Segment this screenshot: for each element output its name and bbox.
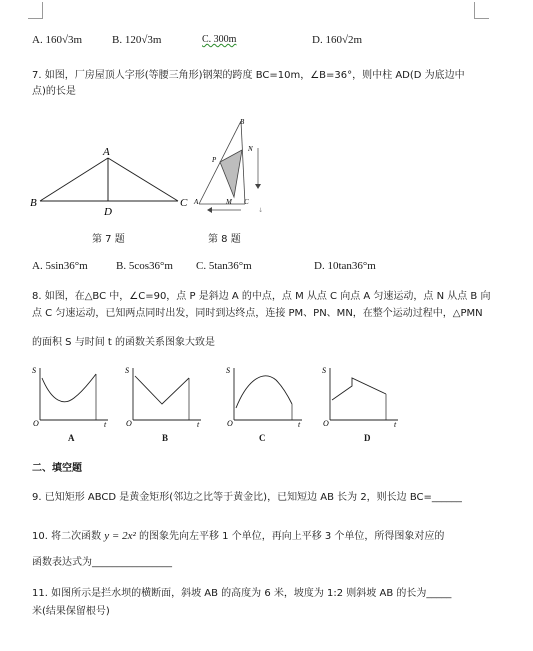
fig7-label-b: B: [30, 197, 37, 209]
q6-option-c: C. 300m: [202, 34, 237, 45]
fig8-label-n: N: [248, 145, 253, 153]
q6-option-a: A. 160√3m: [32, 34, 83, 46]
q8-graph-c-o-label: O: [227, 419, 233, 428]
section-2-title: 二、填空题: [32, 463, 82, 474]
figure-7-roof-truss: [28, 146, 198, 218]
q8-graph-a-o-label: O: [33, 419, 39, 428]
figure-8-triangle: [196, 118, 276, 218]
q8-graph-c-s-label: S: [226, 366, 230, 375]
q7-option-d: D. 10tan36°m: [314, 260, 376, 272]
q10-formula: y = 2x²: [104, 530, 136, 542]
q8-graph-b-s-label: S: [125, 366, 129, 375]
page-corner-mark-right: [474, 2, 489, 19]
q7-option-b: B. 5cos36°m: [116, 260, 173, 272]
fig8-label-p: P: [212, 156, 217, 164]
q10-question-line1: [32, 530, 444, 543]
q8-graph-d-label: D: [364, 433, 371, 443]
fig8-label-m: M: [226, 198, 232, 206]
fig7-label-a: A: [103, 146, 110, 158]
q8-graph-c-label: C: [259, 433, 266, 443]
q8-graph-c-t-label: t: [298, 420, 301, 429]
q8-graph-b-label: B: [162, 433, 169, 443]
q8-graph-b: [125, 364, 205, 428]
q8-graph-b-o-label: O: [126, 419, 132, 428]
q8-graph-d-s-label: S: [322, 366, 326, 375]
q7-question-line2: 点)的长是: [32, 86, 76, 97]
fig7-label-d: D: [104, 206, 112, 218]
q8-graph-d-o-label: O: [323, 419, 329, 428]
q9-question: 9. 已知矩形 ABCD 是黄金矩形(邻边之比等于黄金比)，已知短边 AB 长为 2，则长边 BC=______: [32, 492, 462, 503]
q8-graph-b-t-label: t: [197, 420, 200, 429]
q6-option-d: D. 160√2m: [312, 34, 363, 46]
q10-text-pre: 10. 将二次函数: [32, 531, 102, 542]
q8-question-line1: 8. 如图，在△BC 中，∠C=90，点 P 是斜边 A 的中点，点 M 从点 C 向点 A 匀速运动，点 N 从点 B 向: [32, 291, 491, 302]
fig7-label-c: C: [180, 197, 188, 209]
fig8-paragraph-mark: ↓: [258, 207, 264, 214]
q8-question-line3: 的面积 S 与时间 t 的函数关系图象大致是: [32, 337, 215, 348]
fig8-label-c: C: [244, 198, 249, 206]
q8-question-line2: 点 C 匀速运动，已知两点同时出发，同时到达终点，连接 PM、PN、MN，在整个运动过程中，△PMN: [32, 308, 483, 319]
fig8-caption: 第 8 题: [208, 234, 241, 245]
q11-question-line1: 11. 如图所示是拦水坝的横断面，斜坡 AB 的高度为 6 米，坡度为 1:2 则斜坡 AB 的长为_____: [32, 588, 452, 599]
q8-graph-a-label: A: [68, 433, 75, 443]
q11-question-line2: 米(结果保留根号): [32, 606, 110, 617]
q7-option-c: C. 5tan36°m: [196, 260, 252, 272]
fig8-label-a: A: [194, 198, 199, 206]
q8-graph-a: [32, 364, 112, 428]
q8-graph-a-t-label: t: [104, 420, 107, 429]
q7-option-a: A. 5sin36°m: [32, 260, 88, 272]
q8-graph-a-s-label: S: [32, 366, 36, 375]
q8-graph-c: [226, 364, 306, 428]
q10-question-line2: 函数表达式为________________: [32, 557, 172, 568]
fig8-label-b: B: [240, 118, 245, 126]
q10-text-post: 的图象先向左平移 1 个单位，再向上平移 3 个单位，所得图象对应的: [138, 531, 445, 542]
q6-option-b: B. 120√3m: [112, 34, 162, 46]
q7-question-line1: 7. 如图，厂房屋顶人字形(等腰三角形)钢架的跨度 BC=10m，∠B=36°，则中柱 AD(D 为底边中: [32, 70, 465, 81]
q8-graph-d: [322, 364, 402, 428]
page-corner-mark-left: [28, 2, 43, 19]
fig7-caption: 第 7 题: [92, 234, 125, 245]
q8-graph-d-t-label: t: [394, 420, 397, 429]
